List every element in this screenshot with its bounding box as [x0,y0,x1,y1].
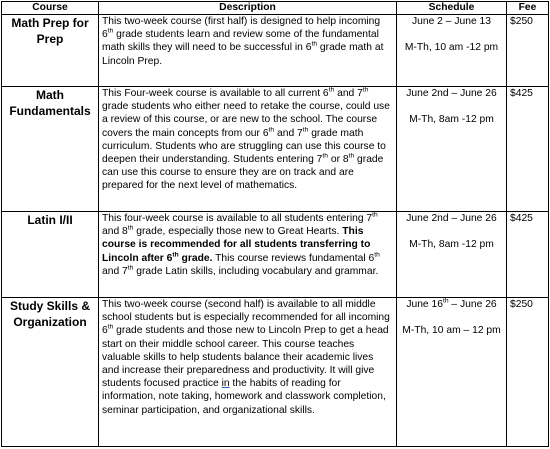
schedule-time: M-Th, 8am -12 pm [409,114,494,126]
table-row [2,298,549,447]
header-row [2,2,549,15]
schedule-time: M-Th, 10 am – 12 pm [402,325,501,337]
course-fee: $425 [507,87,549,212]
schedule-time: M-Th, 10 am -12 pm [404,42,499,54]
course-schedule [397,15,507,87]
header-course: Course [2,2,99,15]
course-name: Math Prep for Prep [2,15,99,87]
course-description: This two-week course (first half) is designed to help incoming 6th grade students learn and review some of the fundamental math skills they will need to be successful in 6th grade math at Lincoln Prep. [99,15,397,87]
course-schedule [397,87,507,212]
table-row [2,212,549,298]
course-schedule [397,298,507,447]
underlined-word: in [221,378,230,390]
course-fee: $250 [507,15,549,87]
header-schedule: Schedule [397,2,507,15]
table-row [2,15,549,87]
course-fee: $250 [507,298,549,447]
course-fee: $425 [507,212,549,298]
schedule-time: M-Th, 8am -12 pm [409,239,494,251]
schedule-dates: June 16th – June 26 [406,297,497,310]
course-name: Study Skills & Organization [2,298,99,447]
table-row [2,87,549,212]
header-fee: Fee [507,2,549,15]
course-schedule [397,212,507,298]
course-description: This four-week course is available to all students entering 7th and 8th grade, especially those new to Great Hearts. This course is recommended for all students transferring to Lincoln after 6th grade. This course reviews fundamental 6th and 7th grade Latin skills, including vocabulary and grammar. [99,212,397,298]
schedule-dates: June 2 – June 13 [411,16,491,27]
schedule-dates: June 2nd – June 26 [406,88,497,99]
header-description: Description [99,2,397,15]
course-table [1,1,549,447]
course-description: This Four-week course is available to all current 6th and 7th grade students who either need to retake the course, could use a review of this course, or are new to the school. The course covers the main concepts from our 6th and 7th grade math curriculum. Students who are struggling can use this course to deepen their understanding. Students entering 7th or 8th grade can use this course to ensure they are on track and are prepared for the next level of mathematics. [99,87,397,212]
schedule-dates: June 2nd – June 26 [406,213,497,224]
course-name: Latin I/II [2,212,99,298]
course-description: This two-week course (second half) is available to all middle school students but is especially recommended for all incoming 6th grade students and those new to Lincoln Prep to get a head start on their middle school career. This course teaches valuable skills to help students balance their academic lives and increase their preparedness and productivity. It will give students focused practice in the habits of reading for information, note taking, homework and classwork completion, seminar participation, and organizational skills. [99,298,397,447]
course-name: Math Fundamentals [2,87,99,212]
